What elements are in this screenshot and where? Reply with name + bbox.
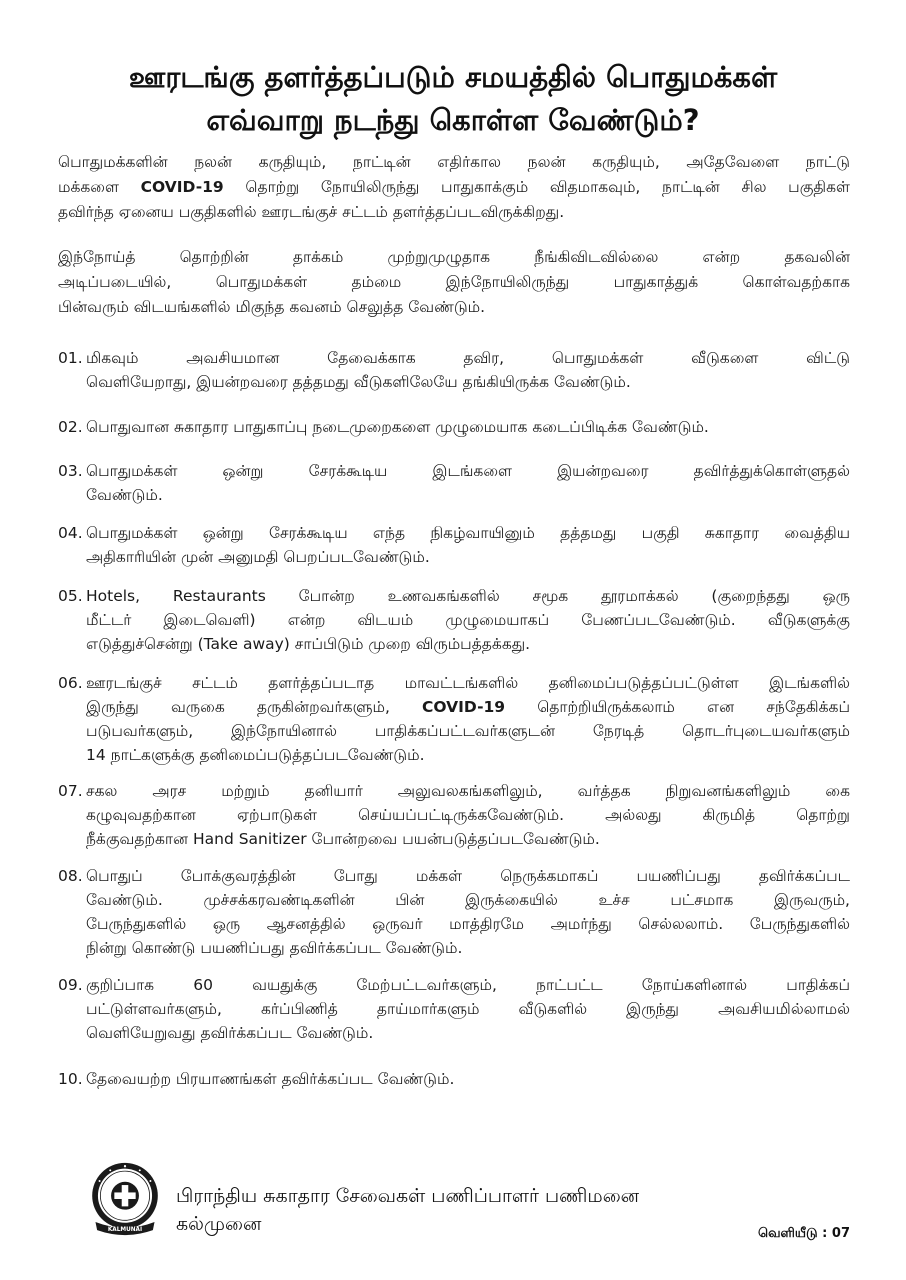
emblem-banner-text: KALMUNAI [107,1226,143,1233]
item-number: 01. [58,349,83,367]
list-item: 02. பொதுவான சுகாதார பாதுகாப்பு நடைமுறைகளை முழுமையாக கடைப்பிடிக்க வேண்டும். [58,415,850,439]
list-item: 06. ஊரடங்குச் சட்டம் தளர்த்தப்படாத மாவட்டங்களில் தனிமைப்படுத்தப்பட்டுள்ள இடங்களில் இருந்து வருகை தருகின்றவர்களும், COVID-19 தொற்றியிருக்கலாம் என சந்தேகிக்கப் படுபவர்களும், இந்நோயினால் பாதிக்கப்பட்டவர்களுடன் நேரடித் தொடர்புடையவர்களும் 14 நாட்களுக்கு தனிமைப்படுத்தப்படவேண்டும். [58,671,850,767]
list-item: 03. பொதுமக்கள் ஒன்று சேரக்கூடிய இடங்களை இயன்றவரை தவிர்த்துக்கொள்ளுதல் வேண்டும். [58,459,850,507]
list-item: 05. Hotels, Restaurants போன்ற உணவகங்களில் சமூக தூரமாக்கல் (குறைந்தது ஒரு மீட்டர் இடைவெளி) என்ற விடயம் முழுமையாகப் பேணப்படவேண்டும். வீடுகளுக்கு எடுத்துச்சென்று (Take away) சாப்பிடும் முறை விரும்பத்தக்கது. [58,584,850,656]
list-item: 04. பொதுமக்கள் ஒன்று சேரக்கூடிய எந்த நிகழ்வாயினும் தத்தமது பகுதி சுகாதார வைத்திய அதிகாரியின் முன் அனுமதி பெறப்படவேண்டும். [58,521,850,569]
office-location: கல்முனை [176,1213,262,1235]
item-number: 09. [58,976,83,994]
health-services-emblem-icon [84,1158,166,1240]
covid-term: COVID-19 [422,698,506,716]
covid-term: COVID-19 [140,178,224,196]
intro-1-line-3: தவிர்ந்த ஏனைய பகுதிகளில் ஊரடங்குச் சட்டம் தளர்த்தப்படவிருக்கிறது. [58,203,565,221]
item-number: 07. [58,782,83,800]
office-name: பிராந்திய சுகாதார சேவைகள் பணிப்பாளர் பணிமனை [176,1185,640,1207]
intro-2-line-2: அடிப்படையில், பொதுமக்கள் தம்மை இந்நோயிலிருந்து பாதுகாத்துக் கொள்வதற்காக [58,273,850,291]
intro-1-line-1: பொதுமக்களின் நலன் கருதியும், நாட்டின் எதிர்கால நலன் கருதியும், அதேவேளை நாட்டு [58,153,850,171]
release-number: வெளியீடு : 07 [757,1226,850,1241]
list-item: 08. பொதுப் போக்குவரத்தின் போது மக்கள் நெருக்கமாகப் பயணிப்பது தவிர்க்கப்பட வேண்டும். முச்சக்கரவண்டிகளின் பின் இருக்கையில் உச்ச பட்சமாக இருவரும், பேருந்துகளில் ஒரு ஆசனத்தில் ஒருவர் மாத்திரமே அமர்ந்து செல்லலாம். பேருந்துகளில் நின்று கொண்டு பயணிப்பது தவிர்க்கப்பட வேண்டும். [58,864,850,960]
list-item: 10. தேவையற்ற பிரயாணங்கள் தவிர்க்கப்பட வேண்டும். [58,1067,850,1091]
intro-paragraph-2 [58,245,850,320]
list-item: 09. குறிப்பாக 60 வயதுக்கு மேற்பட்டவர்களும், நாட்பட்ட நோய்களினால் பாதிக்கப் பட்டுள்ளவர்களும், கர்ப்பிணித் தாய்மார்களும் வீடுகளில் இருந்து அவசியமில்லாமல் வெளியேறுவது தவிர்க்கப்பட வேண்டும். [58,973,850,1045]
page-title [60,56,846,142]
item-number: 04. [58,524,83,542]
issuing-office [176,1182,639,1238]
item-number: 05. [58,587,83,605]
intro-1-line-2: மக்களை COVID-19 தொற்று நோயிலிருந்து பாதுகாக்கும் விதமாகவும், நாட்டின் சில பகுதிகள் [58,178,850,196]
item-number: 03. [58,462,83,480]
title-line-1: ஊரடங்கு தளர்த்தப்படும் சமயத்தில் பொதுமக்கள் [128,60,778,94]
title-line-2: எவ்வாறு நடந்து கொள்ள வேண்டும்? [206,103,700,137]
intro-2-line-1: இந்நோய்த் தொற்றின் தாக்கம் முற்றுமுழுதாக நீங்கிவிடவில்லை என்ற தகவலின் [58,248,850,266]
item-number: 06. [58,674,83,692]
intro-2-line-3: பின்வரும் விடயங்களில் மிகுந்த கவனம் செலுத்த வேண்டும். [58,298,486,316]
intro-paragraph-1 [58,150,850,225]
list-item: 07. சகல அரச மற்றும் தனியார் அலுவலகங்களிலும், வர்த்தக நிறுவனங்களிலும் கை கழுவுவதற்கான ஏற்பாடுகள் செய்யப்பட்டிருக்கவேண்டும். அல்லது கிருமித் தொற்று நீக்குவதற்கான Hand Sanitizer போன்றவை பயன்படுத்தப்படவேண்டும். [58,779,850,851]
item-number: 02. [58,418,83,436]
item-number: 10. [58,1070,83,1088]
list-item: 01. மிகவும் அவசியமான தேவைக்காக தவிர, பொதுமக்கள் வீடுகளை விட்டு வெளியேறாது, இயன்றவரை தத்தமது வீடுகளிலேயே தங்கியிருக்க வேண்டும். [58,346,850,394]
item-number: 08. [58,867,83,885]
